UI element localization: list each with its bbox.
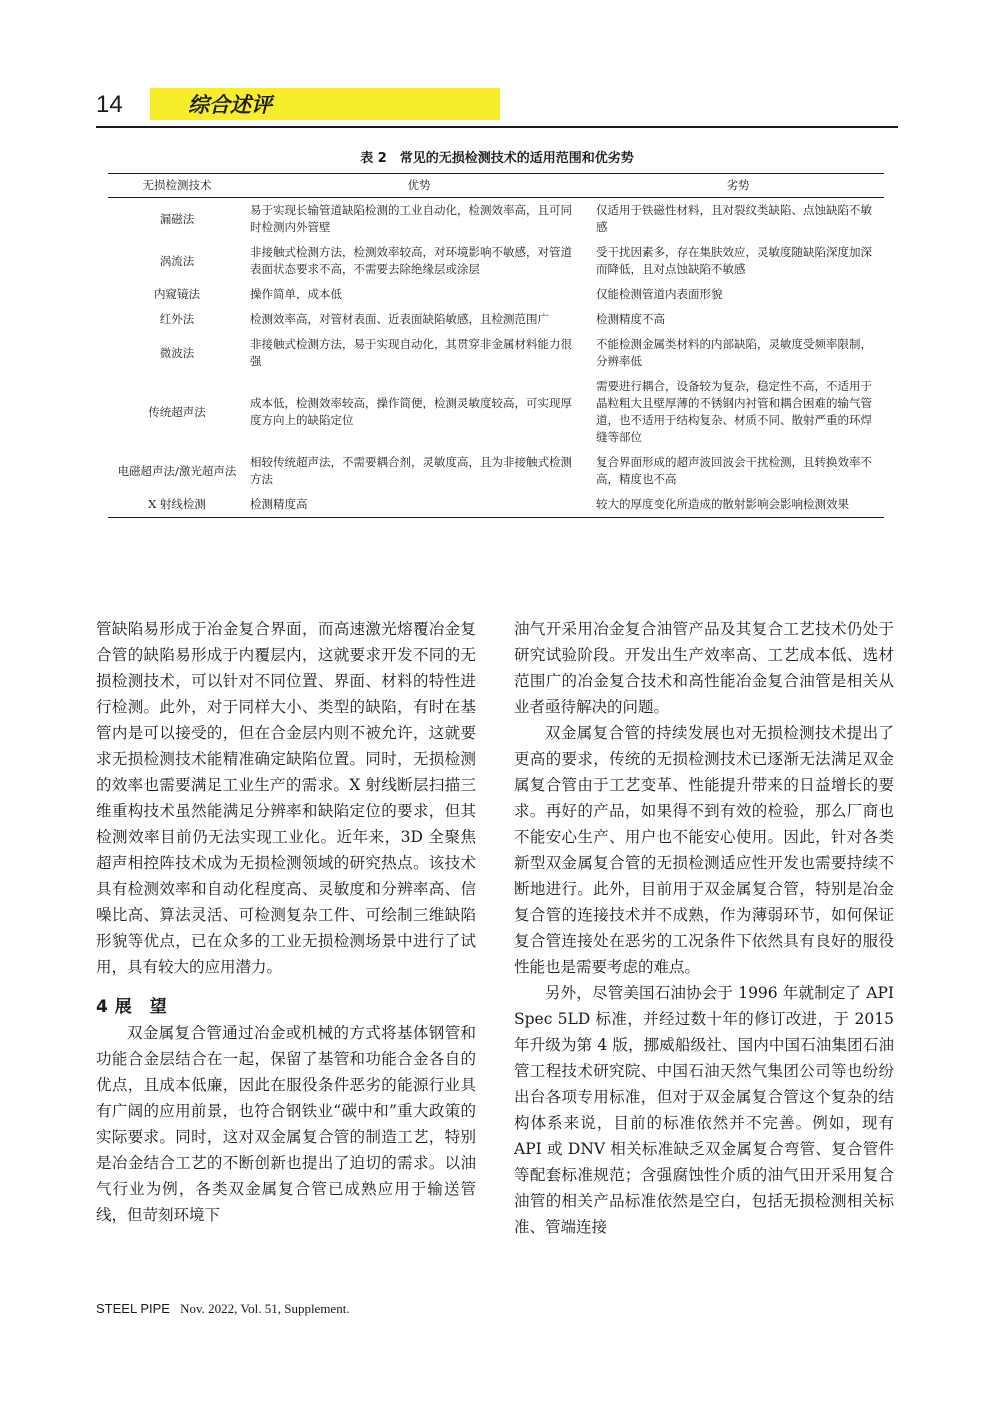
disadvantage-cell: 检测精度不高 xyxy=(596,312,665,326)
table-row xyxy=(108,450,884,492)
right-text-column xyxy=(514,616,894,1240)
body-paragraph: 双金属复合管通过冶金或机械的方式将基体钢管和功能合金层结合在一起，保留了基管和功能合金各自的优点，且成本低廉，因此在服役条件恶劣的能源行业具有广阔的应用前景，也符合钢铁业“碳中和”重大政策的实际要求。同时，这对双金属复合管的制造工艺，特别是冶金结合工艺的不断创新也提出了迫切的需求。以油气行业为例，各类双金属复合管已成熟应用于输送管线，但苛刻环境下 xyxy=(96,1024,476,1224)
advantage-cell: 非接触式检测方法，检测效率较高，对环境影响不敏感，对管道表面状态要求不高，不需要去除绝缘层或涂层 xyxy=(250,245,572,276)
method-cell: 微波法 xyxy=(159,345,195,360)
advantage-cell: 成本低，检测效率较高，操作简便，检测灵敏度较高，可实现厚度方向上的缺陷定位 xyxy=(250,396,572,427)
advantage-cell: 检测精度高 xyxy=(246,492,592,518)
method-cell: X 射线检测 xyxy=(108,492,246,518)
page-header xyxy=(96,86,898,126)
table-row xyxy=(108,332,884,374)
comparison-table xyxy=(108,173,884,518)
body-paragraph: 另外，尽管美国石油协会于 1996 年就制定了 API Spec 5LD 标准，并经过数十年的修订改进，于 2015 年升级为第 4 版，挪威船级社、国内中国石油集团石油管工程技术研究院、中国石油天然气集团公司等也纷纷出台各项专用标准，但对于双金属复合管这个复杂的结构体系来说，目前的标准依然并不完善。例如，现有 API 或 DNV 相关标准缺乏双金属复合弯管、复合管件等配套标准规范；含强腐蚀性介质的油气田开采用复合油管的相关产品标准依然是空白，包括无损检测相关标准、管端连接 xyxy=(514,984,894,1236)
column-header-advantage: 优势 xyxy=(246,174,592,198)
method-cell: 传统超声法 xyxy=(148,404,206,419)
method-cell: 内窥镜法 xyxy=(154,287,200,301)
table-row xyxy=(108,492,884,518)
body-paragraph: 双金属复合管的持续发展也对无损检测技术提出了更高的要求，传统的无损检测技术已逐渐无法满足双金属复合管由于工艺变革、性能提升带来的日益增长的要求。再好的产品，如果得不到有效的检验，那么厂商也不能安心生产、用户也不能安心使用。因此，针对各类新型双金属复合管的无损检测适应性开发也需要持续不断地进行。此外，目前用于双金属复合管，特别是冶金复合管的连接技术并不成熟，作为薄弱环节，如何保证复合管连接处在恶劣的工况条件下依然具有良好的服役性能也是需要考虑的难点。 xyxy=(514,724,894,976)
body-paragraph: 管缺陷易形成于冶金复合界面，而高速激光熔覆冶金复合管的缺陷易形成于内覆层内，这就要求开发不同的无损检测技术，可以针对不同位置、界面、材料的特性进行检测。此外，对于同样大小、类型的缺陷，有时在基管内是可以接受的，但在合金层内则不被允许，这就要求无损检测技术能精准确定缺陷位置。同时，无损检测的效率也需要满足工业生产的需求。X 射线断层扫描三维重构技术虽然能满足分辨率和缺陷定位的要求，但其检测效率目前仍无法实现工业化。近年来，3D 全聚焦超声相控阵技术成为无损检测领域的研究热点。该技术具有检测效率和自动化程度高、灵敏度和分辨率高、信噪比高、算法灵活、可检测复杂工件、可绘制三维缺陷形貌等优点，已在众多的工业无损检测场景中进行了试用，具有较大的应用潜力。 xyxy=(96,620,476,976)
advantage-cell: 操作简单，成本低 xyxy=(250,287,342,301)
advantage-cell: 非接触式检测方法，易于实现自动化，其贯穿非金属材料能力很强 xyxy=(250,337,572,368)
column-header-disadvantage: 劣势 xyxy=(592,174,884,198)
disadvantage-cell: 复合界面形成的超声波回波会干扰检测，且转换效率不高，精度也不高 xyxy=(596,455,872,486)
body-paragraph: 油气开采用冶金复合油管产品及其复合工艺技术仍处于研究试验阶段。开发出生产效率高、工艺成本低、选材范围广的冶金复合技术和高性能冶金复合油管是相关从业者亟待解决的问题。 xyxy=(514,620,894,716)
disadvantage-cell: 需要进行耦合，设备较为复杂，稳定性不高，不适用于晶粒粗大且壁厚薄的不锈钢内衬管和耦合困难的输气管道，也不适用于结构复杂、材质不同、散射严重的环焊缝等部位 xyxy=(596,379,872,444)
table-caption: 表 2 常见的无损检测技术的适用范围和优劣势 xyxy=(360,151,634,166)
page-footer xyxy=(96,1300,350,1319)
table-row xyxy=(108,240,884,282)
left-text-column xyxy=(96,616,476,1228)
disadvantage-cell: 受干扰因素多，存在集肤效应，灵敏度随缺陷深度加深而降低，且对点蚀缺陷不敏感 xyxy=(596,245,872,276)
section-label: 综合述评 xyxy=(188,93,272,117)
method-cell: 漏磁法 xyxy=(159,211,195,226)
disadvantage-cell: 仅能检测管道内表面形貌 xyxy=(596,287,723,301)
disadvantage-cell: 仅适用于铁磁性材料，且对裂纹类缺陷、点蚀缺陷不敏感 xyxy=(596,203,872,234)
advantage-cell: 检测效率高，对管材表面、近表面缺陷敏感，且检测范围广 xyxy=(250,312,549,326)
journal-name: STEEL PIPE xyxy=(96,1301,170,1316)
method-cell: 电磁超声法/激光超声法 xyxy=(117,463,237,478)
issue-info: Nov. 2022, Vol. 51, Supplement. xyxy=(180,1301,350,1316)
advantage-cell: 易于实现长输管道缺陷检测的工业自动化，检测效率高，且可同时检测内外管壁 xyxy=(250,203,572,234)
advantage-cell: 相较传统超声法，不需要耦合剂，灵敏度高，且为非接触式检测方法 xyxy=(250,455,572,486)
section-heading-outlook: 4 展 望 xyxy=(96,997,168,1017)
column-header-method: 无损检测技术 xyxy=(108,174,246,198)
method-cell: 涡流法 xyxy=(159,253,195,268)
table-row xyxy=(108,374,884,450)
disadvantage-cell: 不能检测金属类材料的内部缺陷，灵敏度受频率限制，分辨率低 xyxy=(596,337,872,368)
disadvantage-cell: 较大的厚度变化所造成的散射影响会影响检测效果 xyxy=(592,492,884,518)
table-row xyxy=(108,307,884,332)
method-cell: 红外法 xyxy=(159,312,195,326)
page-number: 14 xyxy=(96,91,123,118)
header-rule xyxy=(96,126,898,128)
table-header-row xyxy=(108,174,884,198)
table-row xyxy=(108,198,884,241)
table-row xyxy=(108,282,884,307)
